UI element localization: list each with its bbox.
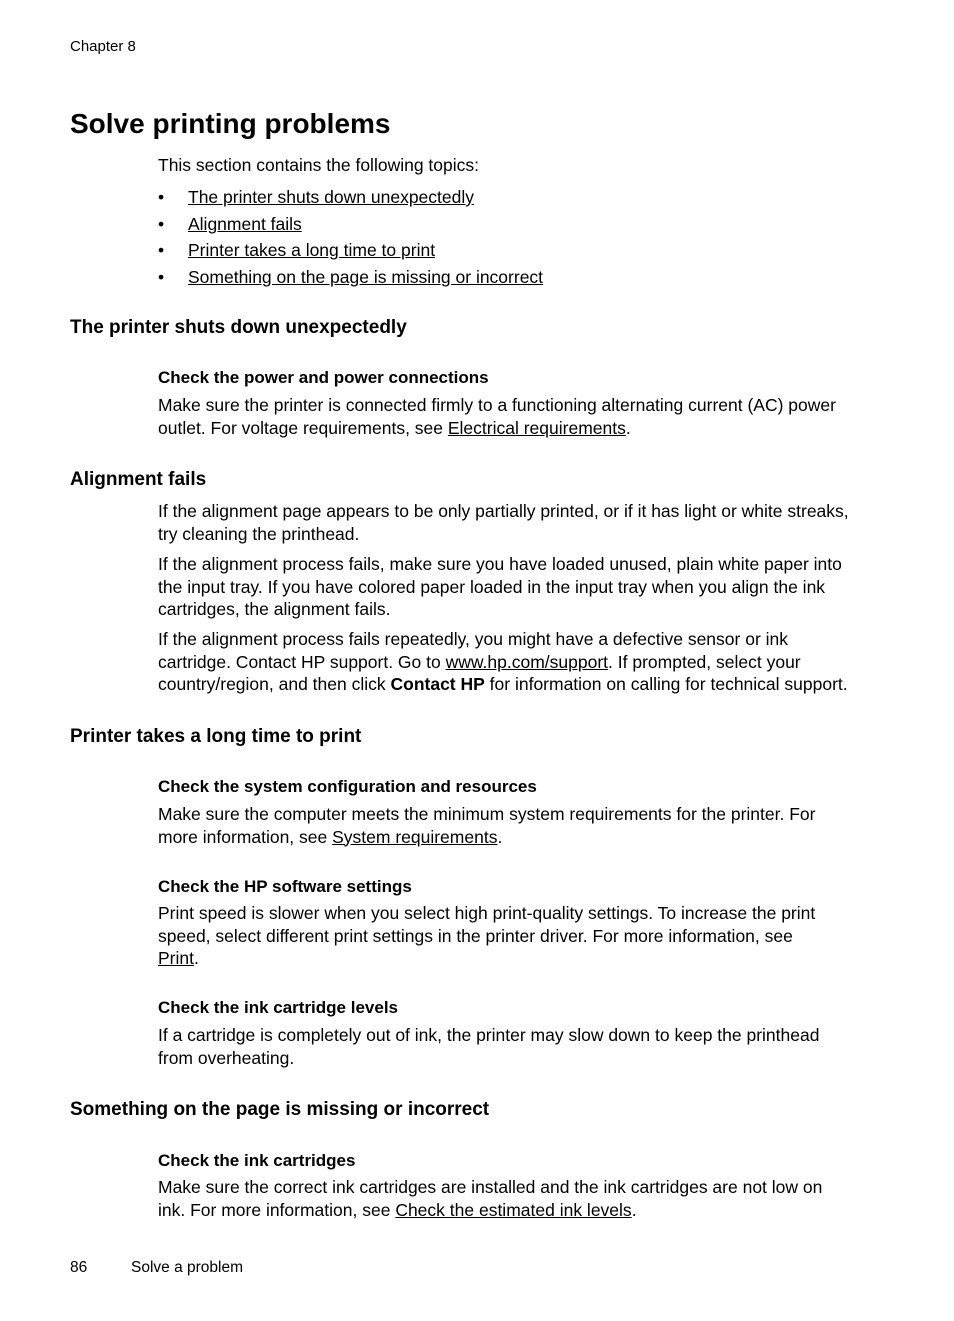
text-line: the input tray. If you have colored paper loaded in the input tray when you align the ink	[158, 576, 826, 597]
text-fragment: cartridge. Contact HP support. Go to	[158, 651, 446, 672]
text-line: If a cartridge is completely out of ink, the printer may slow down to keep the printhead	[158, 1025, 820, 1045]
bullet-icon: •	[158, 187, 165, 207]
text-line: try cleaning the printhead.	[158, 523, 360, 544]
topic-link-long-time[interactable]: Printer takes a long time to print	[188, 240, 436, 260]
text-line: If the alignment process fails, make sure you have loaded unused, plain white paper into	[158, 554, 842, 574]
text-line: If the alignment page appears to be only partially printed, or if it has light or white streaks,	[158, 501, 849, 521]
paragraph-hp-software	[158, 902, 870, 970]
text-fragment: .	[193, 948, 199, 968]
subheading-hp-software: Check the HP software settings	[158, 877, 412, 896]
link-electrical-requirements[interactable]: Electrical requirements	[447, 417, 626, 438]
paragraph-system-config	[158, 803, 870, 848]
link-check-ink-levels[interactable]: Check the estimated ink levels	[395, 1199, 632, 1220]
page-title: Solve printing problems	[70, 108, 391, 139]
link-print[interactable]: Print	[158, 948, 194, 968]
text-fragment: country/region, and then click	[158, 674, 391, 694]
section-heading-missing: Something on the page is missing or incorrect	[70, 1099, 490, 1120]
topic-link-shuts-down[interactable]: The printer shuts down unexpectedly	[188, 187, 474, 207]
text-fragment: outlet. For voltage requirements, see	[158, 417, 448, 438]
topic-link-missing[interactable]: Something on the page is missing or incorrect	[188, 266, 544, 287]
subheading-power: Check the power and power connections	[158, 368, 489, 387]
bullet-icon: •	[158, 266, 165, 287]
section-heading-long-time: Printer takes a long time to print	[70, 726, 362, 747]
text-fragment: .	[631, 1199, 637, 1220]
subheading-ink-cartridges: Check the ink cartridges	[158, 1151, 356, 1170]
text-fragment: .	[497, 826, 503, 847]
paragraph-power	[158, 394, 870, 439]
text-fragment: ink. For more information, see	[158, 1199, 396, 1220]
bold-contact-hp: Contact HP	[390, 674, 485, 694]
section-heading-shuts-down: The printer shuts down unexpectedly	[70, 317, 407, 338]
topic-list	[158, 184, 543, 290]
paragraph-ink-levels	[158, 1024, 870, 1069]
text-fragment: .	[625, 417, 631, 438]
paragraph-alignment-2	[158, 553, 870, 621]
text-line: cartridges, the alignment fails.	[158, 599, 391, 619]
text-line	[158, 826, 870, 849]
text-line	[158, 673, 870, 696]
paragraph-alignment-3	[158, 628, 870, 696]
bullet-icon: •	[158, 240, 165, 260]
topic-link-alignment[interactable]: Alignment fails	[188, 213, 302, 234]
link-hp-support[interactable]: www.hp.com/support	[445, 651, 609, 672]
text-line: Print speed is slower when you select high print-quality settings. To increase the print	[158, 903, 816, 923]
text-fragment: more information, see	[158, 826, 333, 847]
text-line	[158, 947, 870, 970]
text-line	[158, 1199, 870, 1222]
chapter-header: Chapter 8	[70, 38, 136, 55]
list-item	[158, 184, 543, 211]
paragraph-alignment-1	[158, 500, 870, 545]
bullet-icon: •	[158, 213, 165, 234]
subheading-system-config: Check the system configuration and resources	[158, 777, 537, 796]
text-line	[158, 417, 870, 440]
text-fragment: . If prompted, select your	[608, 651, 801, 672]
intro-text: This section contains the following topics:	[158, 155, 479, 175]
text-line: Make sure the computer meets the minimum system requirements for the printer. For	[158, 804, 816, 824]
text-fragment: for information on calling for technical support.	[484, 674, 848, 694]
section-heading-alignment: Alignment fails	[70, 469, 207, 490]
subheading-ink-levels: Check the ink cartridge levels	[158, 998, 398, 1017]
text-line: speed, select different print settings in the printer driver. For more information, see	[158, 925, 793, 946]
list-item	[158, 211, 543, 238]
link-system-requirements[interactable]: System requirements	[332, 826, 498, 847]
footer-title: Solve a problem	[131, 1259, 244, 1276]
text-line: If the alignment process fails repeatedly, you might have a defective sensor or ink	[158, 629, 789, 649]
text-line: Make sure the printer is connected firmly to a functioning alternating current (AC) power	[158, 395, 836, 415]
text-line: from overheating.	[158, 1047, 295, 1068]
text-line: Make sure the correct ink cartridges are installed and the ink cartridges are not low on	[158, 1177, 823, 1197]
text-line	[158, 651, 870, 674]
paragraph-ink-cartridges	[158, 1176, 870, 1221]
list-item	[158, 264, 543, 291]
page-number: 86	[70, 1259, 88, 1276]
list-item	[158, 237, 543, 264]
